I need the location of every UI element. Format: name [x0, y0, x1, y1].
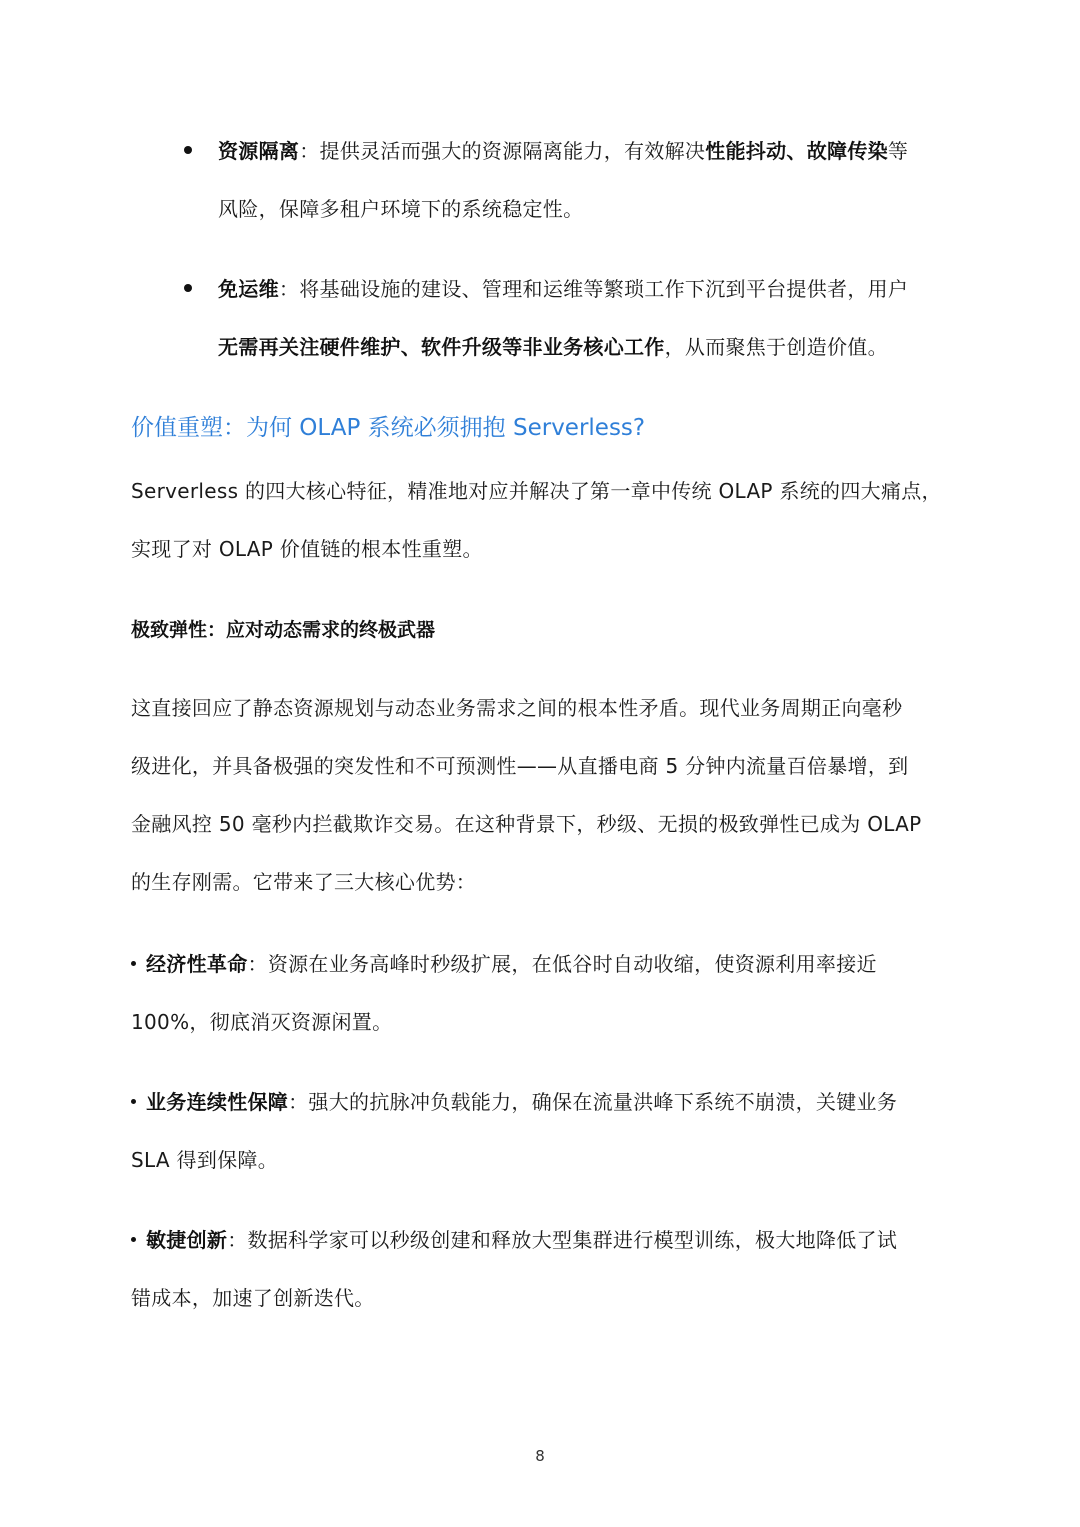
advantage-item-agile	[131, 1211, 961, 1327]
bullet-bold-part: 无需再关注硬件维护、软件升级等非业务核心工作	[218, 335, 665, 359]
bullet-text	[218, 122, 970, 238]
advantage-line-1: 数据科学家可以秒级创建和释放大型集群进行模型训练，极大地降低了试	[247, 1228, 898, 1252]
advantage-term: 敏捷创新	[146, 1228, 228, 1252]
intro-paragraph	[131, 462, 961, 578]
separator: ：	[247, 952, 268, 976]
bullet-term: 免运维	[218, 277, 279, 301]
body-line: 级进化，并具备极强的突发性和不可预测性——从直播电商 5 分钟内流量百倍暴增，到	[131, 754, 909, 778]
bullet-term: 资源隔离	[218, 139, 300, 163]
advantage-line-2: 错成本，加速了创新迭代。	[131, 1286, 375, 1310]
body-paragraph	[131, 679, 961, 911]
advantage-item-continuity	[131, 1073, 961, 1189]
bullet-dot	[184, 146, 192, 154]
bullet-text-part: 等	[887, 139, 909, 163]
advantage-item-economy	[131, 935, 961, 1051]
body-line: 这直接回应了静态资源规划与动态业务需求之间的根本性矛盾。现代业务周期正向毫秒	[131, 696, 903, 720]
bullet-text-part: ，从而聚焦于创造价值。	[664, 335, 888, 359]
advantage-line-1: 强大的抗脉冲负载能力，确保在流量洪峰下系统不崩溃，关键业务	[308, 1090, 898, 1114]
bullet-text	[218, 260, 970, 376]
subheading: 极致弹性：应对动态需求的终极武器	[131, 619, 436, 641]
advantage-line-2: SLA 得到保障。	[131, 1148, 279, 1172]
body-line: 金融风控 50 毫秒内拦截欺诈交易。在这种背景下，秒级、无损的极致弹性已成为 OLAP	[131, 812, 922, 836]
small-bullet-dot	[131, 1099, 136, 1104]
advantage-term: 经济性革命	[146, 952, 248, 976]
bullet-text-line2: 风险，保障多租户环境下的系统稳定性。	[218, 197, 584, 221]
intro-line-1: Serverless 的四大核心特征，精准地对应并解决了第一章中传统 OLAP 系统的四大痛点，	[131, 479, 942, 503]
bullet-item-resource-isolation	[180, 122, 970, 238]
bullet-item-ops-free	[180, 260, 970, 376]
advantage-line-1: 资源在业务高峰时秒级扩展，在低谷时自动收缩，使资源利用率接近	[267, 952, 877, 976]
body-line: 的生存刚需。它带来了三大核心优势：	[131, 870, 477, 894]
bullet-bold-part: 性能抖动、故障传染	[705, 139, 888, 163]
bullet-dot	[184, 284, 192, 292]
separator: ：	[288, 1090, 309, 1114]
bullet-text-part: 将基础设施的建设、管理和运维等繁琐工作下沉到平台提供者，用户	[299, 277, 909, 301]
separator: ：	[227, 1228, 248, 1252]
separator: ：	[278, 277, 300, 301]
small-bullet-dot	[131, 961, 136, 966]
advantage-line-2: 100%，彻底消灭资源闲置。	[131, 1010, 393, 1034]
bullet-text-part: 提供灵活而强大的资源隔离能力，有效解决	[319, 139, 706, 163]
separator: ：	[299, 139, 320, 163]
advantage-term: 业务连续性保障	[146, 1090, 289, 1114]
page-number: 8	[535, 1447, 545, 1465]
section-heading: 价值重塑：为何 OLAP 系统必须拥抱 Serverless?	[131, 415, 646, 441]
small-bullet-dot	[131, 1237, 136, 1242]
intro-line-2: 实现了对 OLAP 价值链的根本性重塑。	[131, 537, 483, 561]
